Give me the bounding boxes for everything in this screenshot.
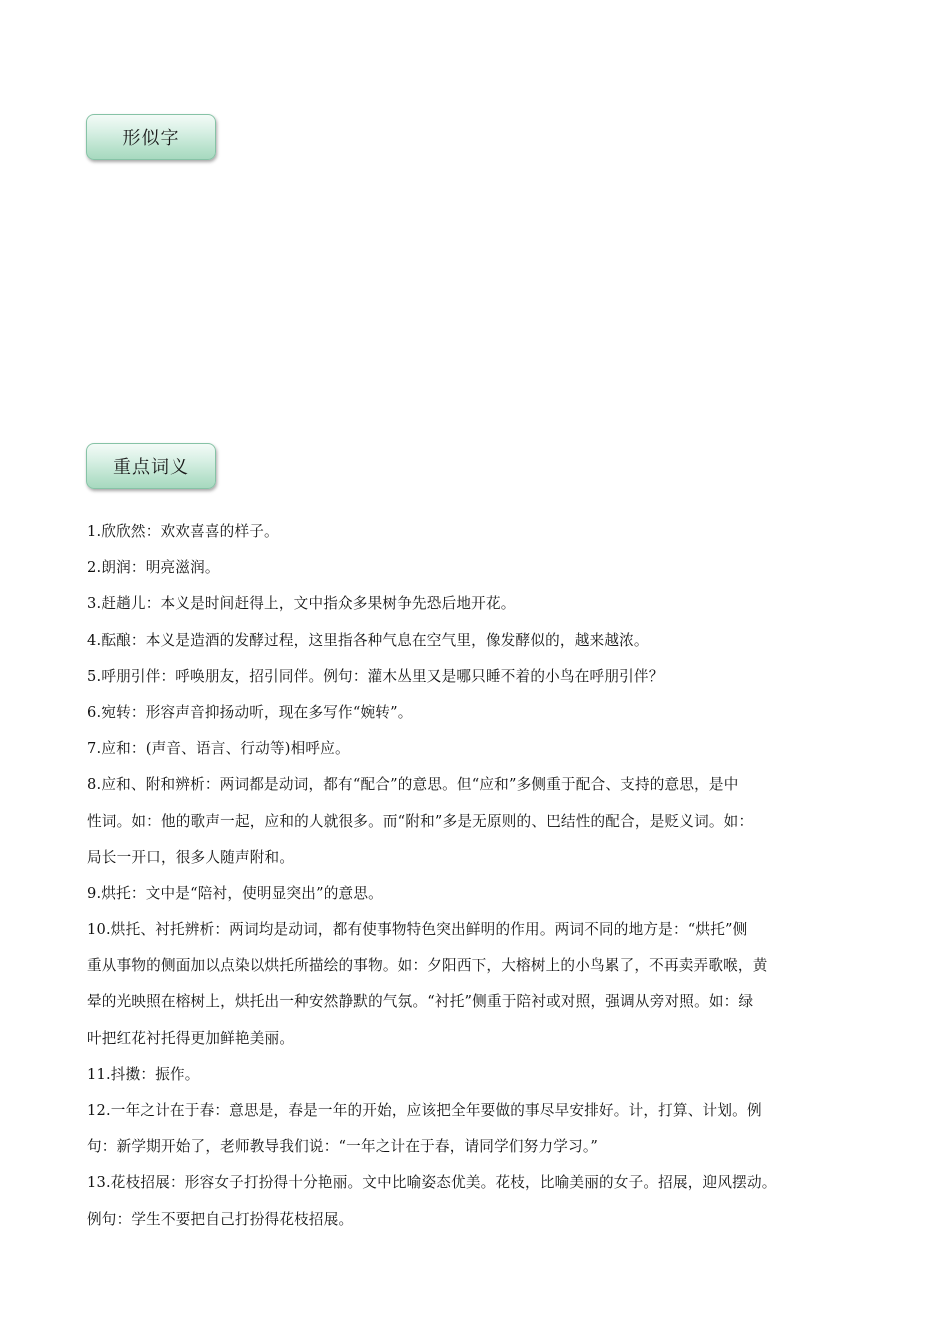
text-line: 1.欣欣然：欢欢喜喜的样子。 xyxy=(87,523,279,540)
vocabulary-list xyxy=(87,514,877,1238)
text-line: 例句：学生不要把自己打扮得花枝招展。 xyxy=(87,1210,354,1228)
section-label: 重点词义 xyxy=(113,457,189,478)
text-line: 12.一年之计在于春：意思是，春是一年的开始，应该把全年要做的事尽早安排好。计，打算、计划。例 xyxy=(87,1102,762,1119)
text-line: 9.烘托：文中是“陪衬，使明显突出”的意思。 xyxy=(87,884,383,902)
text-line: 4.酝酿：本义是造酒的发酵过程，这里指各种气息在空气里，像发酵似的，越来越浓。 xyxy=(87,631,649,649)
text-line: 叶把红花衬托得更加鲜艳美丽。 xyxy=(87,1029,295,1047)
text-line: 5.呼朋引伴：呼唤朋友，招引同伴。例句：灌木丛里又是哪只睡不着的小鸟在呼朋引伴？ xyxy=(87,667,664,685)
text-line: 10.烘托、衬托辨析：两词均是动词，都有使事物特色突出鲜明的作用。两词不同的地方是：“烘托”侧 xyxy=(87,921,748,939)
text-line: 13.花枝招展：形容女子打扮得十分艳丽。文中比喻姿态优美。花枝，比喻美丽的女子。招展，迎风摆动。 xyxy=(87,1174,777,1192)
section-label: 形似字 xyxy=(122,128,180,149)
text-line: 6.宛转：形容声音抑扬动听，现在多写作“婉转”。 xyxy=(87,703,413,721)
text-line: 2.朗润：明亮滋润。 xyxy=(87,559,220,577)
section-tab-zhongdian xyxy=(86,443,216,489)
text-line: 性词。如：他的歌声一起，应和的人就很多。而“附和”多是无原则的、巴结性的配合，是贬义词。如： xyxy=(87,812,754,830)
text-line: 8.应和、附和辨析：两词都是动词，都有“配合”的意思。但“应和”多侧重于配合、支持的意思，是中 xyxy=(87,776,739,794)
text-line: 句：新学期开始了，老师教导我们说：“一年之计在于春，请同学们努力学习。” xyxy=(87,1138,599,1156)
text-line: 重从事物的侧面加以点染以烘托所描绘的事物。如：夕阳西下，大榕树上的小鸟累了，不再卖弄歌喉，黄 xyxy=(87,957,768,975)
section-tab-xingsizi xyxy=(86,114,216,160)
text-line: 局长一开口，很多人随声附和。 xyxy=(87,848,295,866)
text-line: 3.赶趟儿：本义是时间赶得上，文中指众多果树争先恐后地开花。 xyxy=(87,595,516,613)
text-line: 11.抖擞：振作。 xyxy=(87,1065,200,1083)
text-line: 7.应和：(声音、语言、行动等)相呼应。 xyxy=(87,740,350,758)
text-line: 晕的光映照在榕树上，烘托出一种安然静默的气氛。“衬托”侧重于陪衬或对照，强调从旁对照。如：绿 xyxy=(87,993,754,1011)
